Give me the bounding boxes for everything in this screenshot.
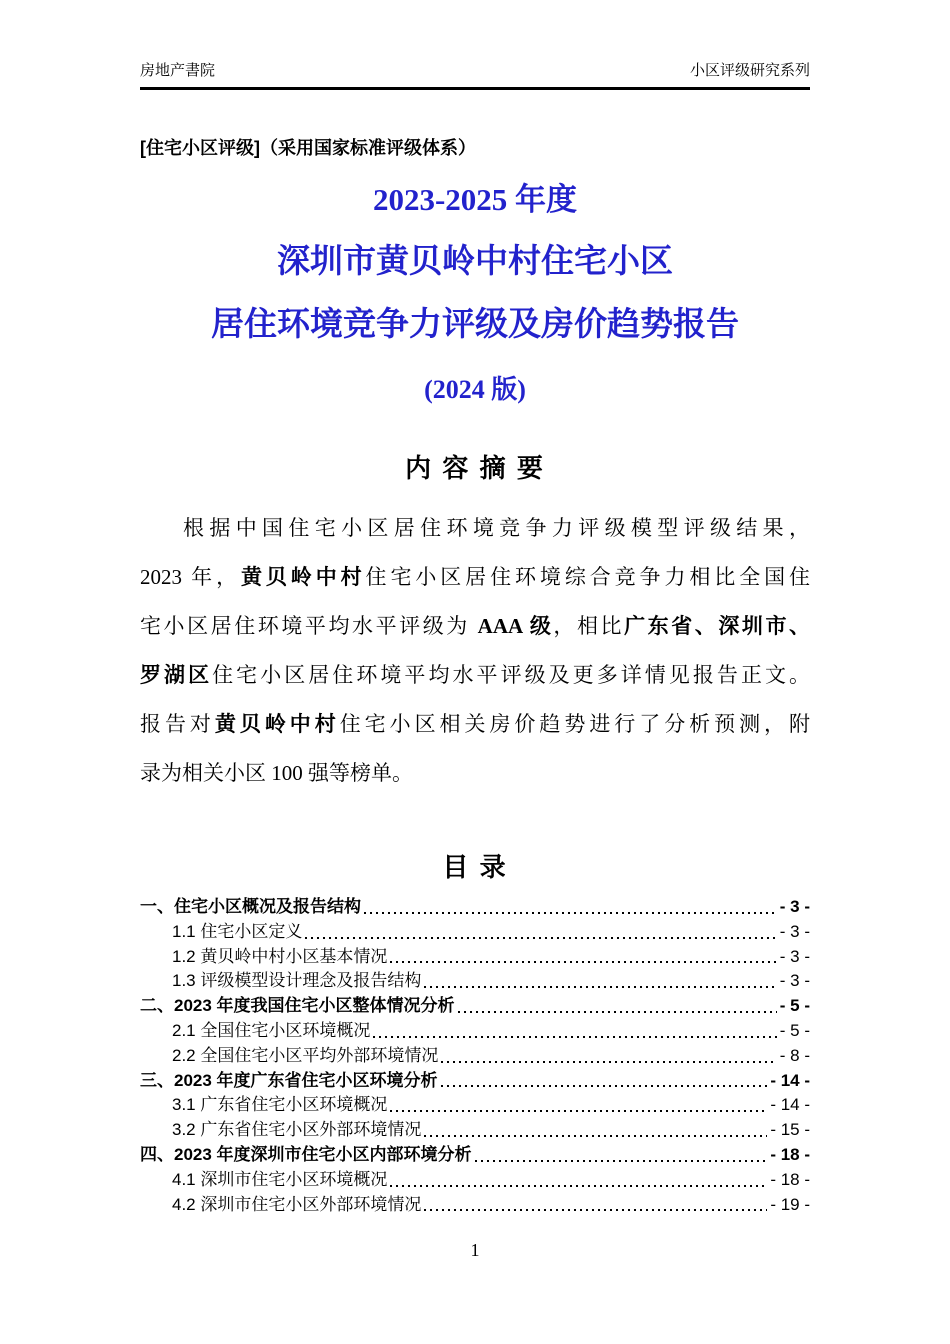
toc-dot-leader [390,1093,767,1118]
report-title-edition: (2024 版) [424,375,526,404]
abstract-line: 罗湖区住宅小区居住环境平均水平评级及更多详情见报告正文。 [140,663,810,687]
report-title-subject: 居住环境竞争力评级及房价趋势报告 [211,307,739,343]
header-right-text: 小区评级研究系列 [689,62,810,79]
toc-entry-page: - 5 - [779,996,810,1016]
toc-dot-leader [424,969,776,994]
toc-entry [140,1168,810,1193]
toc-entry-title: 4.2 深圳市住宅小区外部环境情况 [172,1194,422,1214]
abstract-heading: 内 容 摘 要 [405,453,545,483]
toc-entry [140,1143,810,1168]
toc-entry-page: - 14 - [770,1070,810,1090]
toc-entry-title: 1.2 黄贝岭中村小区基本情况 [172,946,388,966]
toc-entry-title: 1.3 评级模型设计理念及报告结构 [172,971,422,991]
toc-entry-page: - 18 - [770,1169,810,1189]
abstract-line: 宅小区居住环境平均水平评级为 AAA 级，相比广东省、深圳市、 [140,614,810,638]
toc-entry [140,969,810,994]
toc-entry-page: - 3 - [779,921,810,941]
toc-entry-title: 四、2023 年度深圳市住宅小区内部环境分析 [140,1144,472,1164]
toc-entry-title: 1.1 住宅小区定义 [172,921,303,941]
toc-entry [140,1093,810,1118]
toc-dot-leader [390,1168,767,1193]
toc-entry-title: 一、住宅小区概况及报告结构 [140,897,361,916]
abstract-line: 报告对黄贝岭中村住宅小区相关房价趋势进行了分析预测，附 [140,712,810,736]
toc-entry-title: 3.1 广东省住宅小区环境概况 [172,1095,388,1115]
toc-dot-leader [441,1044,776,1069]
toc-entry [140,945,810,970]
toc-entry-page: - 3 - [779,946,810,966]
toc-dot-leader [305,920,776,945]
page-number: 1 [470,1240,480,1260]
toc-entry-page: - 3 - [779,897,810,916]
toc-dot-leader [441,1069,768,1094]
toc-entry [140,1069,810,1094]
toc-entry-page: - 18 - [770,1144,810,1164]
report-title-years: 2023-2025 年度 [372,182,578,217]
toc-dot-leader [373,1019,776,1044]
toc-entry-page: - 3 - [779,971,810,991]
report-title-community: 深圳市黄贝岭中村住宅小区 [277,244,673,280]
toc-dot-leader [390,945,776,970]
toc-entry [140,1118,810,1143]
abstract-body [140,504,810,798]
toc-entry-page: - 19 - [770,1194,810,1214]
header-left-text: 房地产書院 [140,62,216,79]
toc-entry-page: - 5 - [779,1020,810,1040]
toc-entry-page: - 8 - [779,1045,810,1065]
toc-entry [140,1019,810,1044]
toc-dot-leader [364,895,777,920]
running-header [140,0,810,80]
toc-entry-title: 三、2023 年度广东省住宅小区环境分析 [140,1070,438,1090]
toc-dot-leader [424,1193,767,1218]
toc-entry [140,920,810,945]
toc-dot-leader [458,994,777,1019]
toc-entry-title: 2.1 全国住宅小区环境概况 [172,1020,371,1040]
abstract-line: 根据中国住宅小区居住环境竞争力评级模型评级结果， [183,516,810,540]
toc-entry [140,994,810,1019]
toc-dot-leader [424,1118,767,1143]
abstract-line: 录为相关小区 100 强等榜单。 [140,761,413,785]
abstract-line: 2023 年，黄贝岭中村住宅小区居住环境综合竞争力相比全国住 [140,565,810,589]
toc-entry [140,1044,810,1069]
toc-entry [140,1193,810,1218]
header-rule [140,87,810,90]
toc-entry-title: 4.1 深圳市住宅小区环境概况 [172,1169,388,1189]
toc-dot-leader [475,1143,768,1168]
toc-list [140,895,810,1217]
toc-entry [140,895,810,920]
toc-entry-page: - 15 - [770,1120,810,1140]
toc-entry-page: - 14 - [770,1095,810,1115]
rating-system-note: [住宅小区评级]（采用国家标准评级体系） [140,138,476,158]
toc-entry-title: 3.2 广东省住宅小区外部环境情况 [172,1120,422,1140]
toc-entry-title: 2.2 全国住宅小区平均外部环境情况 [172,1045,439,1065]
toc-heading: 目 录 [442,852,508,882]
toc-entry-title: 二、2023 年度我国住宅小区整体情况分析 [140,996,455,1016]
